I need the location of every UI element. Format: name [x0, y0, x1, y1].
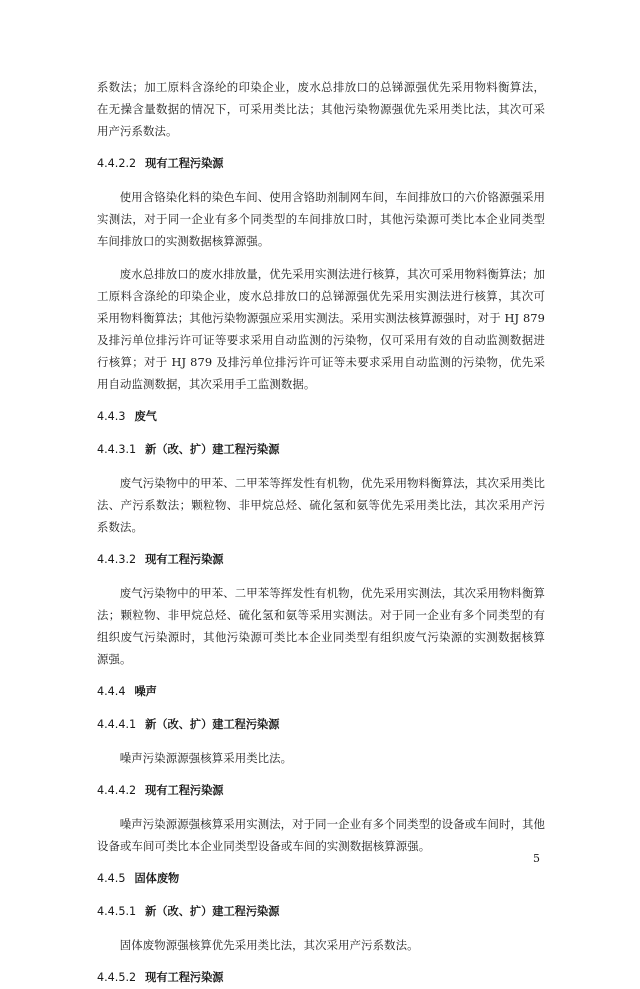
section-heading [97, 868, 545, 890]
section-number: 4.4.3 [97, 410, 126, 423]
block-spacer [97, 142, 545, 153]
body-paragraph: 噪声污染源源强核算采用实测法，对于同一企业有多个同类型的设备或车间时，其他设备或车间可类比本企业同类型设备或车间的实测数据核算源强。 [97, 817, 545, 853]
block-spacer [97, 956, 545, 967]
section-number: 4.4.5.1 [97, 905, 137, 918]
section-heading [97, 549, 545, 571]
section-heading [97, 714, 545, 736]
section-title: 新（改、扩）建工程污染源 [145, 718, 280, 731]
section-heading [97, 967, 545, 989]
block-spacer [97, 769, 545, 780]
block-spacer [97, 670, 545, 681]
section-heading [97, 901, 545, 923]
block-spacer [97, 890, 545, 901]
page-body [97, 76, 545, 989]
block-spacer [97, 395, 545, 406]
section-heading [97, 780, 545, 802]
block-spacer [97, 703, 545, 714]
section-number: 4.4.3.1 [97, 443, 137, 456]
page-number: 5 [533, 852, 540, 865]
block-spacer [97, 252, 545, 263]
section-number: 4.4.5.2 [97, 971, 137, 984]
section-number: 4.4.3.2 [97, 553, 137, 566]
section-title: 现有工程污染源 [145, 971, 224, 984]
section-title: 现有工程污染源 [145, 157, 224, 170]
block-spacer [97, 538, 545, 549]
section-number: 4.4.4 [97, 685, 126, 698]
section-title: 新（改、扩）建工程污染源 [145, 905, 280, 918]
section-heading [97, 681, 545, 703]
block-spacer [97, 802, 545, 813]
body-paragraph: 噪声污染源源强核算采用类比法。 [119, 751, 293, 765]
section-number: 4.4.4.1 [97, 718, 137, 731]
section-title: 废气 [134, 410, 157, 423]
body-paragraph: 系数法；加工原料含涤纶的印染企业，废水总排放口的总锑源强优先采用物料衡算法，在无操含量数据的情况下，可采用类比法；其他污染物源强优先采用类比法，其次可采用产污系数法。 [97, 80, 545, 138]
section-title: 噪声 [134, 685, 157, 698]
section-title: 现有工程污染源 [145, 553, 224, 566]
block-spacer [97, 923, 545, 934]
section-heading [97, 439, 545, 461]
block-spacer [97, 428, 545, 439]
block-spacer [97, 736, 545, 747]
section-number: 4.4.5 [97, 872, 126, 885]
body-paragraph: 使用含铬染化料的染色车间、使用含铬助剂制网车间，车间排放口的六价铬源强采用实测法，对于同一企业有多个同类型的车间排放口时，其他污染源可类比本企业同类型车间排放口的实测数据核算源强。 [97, 190, 545, 248]
block-spacer [97, 461, 545, 472]
body-paragraph: 废气污染物中的甲苯、二甲苯等挥发性有机物，优先采用物料衡算法，其次采用类比法、产污系数法；颗粒物、非甲烷总烃、硫化氢和氨等优先采用类比法，其次采用产污系数法。 [97, 476, 545, 534]
body-paragraph: 固体废物源强核算优先采用类比法，其次采用产污系数法。 [119, 938, 419, 952]
block-spacer [97, 857, 545, 868]
section-title: 固体废物 [134, 872, 180, 885]
section-number: 4.4.2.2 [97, 157, 137, 170]
body-paragraph: 废水总排放口的废水排放量，优先采用实测法进行核算，其次可采用物料衡算法；加工原料含涤纶的印染企业，废水总排放口的总锑源强优先采用实测法进行核算，其次可采用物料衡算法；其他污染物源强应采用实测法。采用实测法核算源强时，对于 HJ 879 及排污单位排污许可证等要求采用自动监测的污染物，仅可采用有效的自动监测数据进行核算；对于 HJ 879 及排污单位排污许可证等未要求采用自动监测的污染物，优先采用自动监测数据，其次采用手工监测数据。 [97, 267, 545, 391]
section-heading [97, 406, 545, 428]
section-number: 4.4.4.2 [97, 784, 137, 797]
body-paragraph: 废气污染物中的甲苯、二甲苯等挥发性有机物，优先采用实测法，其次采用物料衡算法；颗粒物、非甲烷总烃、硫化氢和氨等采用实测法。对于同一企业有多个同类型的有组织废气污染源时，其他污染源可类比本企业同类型有组织废气污染源的实测数据核算源强。 [97, 586, 545, 666]
section-heading [97, 153, 545, 175]
block-spacer [97, 571, 545, 582]
block-spacer [97, 175, 545, 186]
section-title: 现有工程污染源 [145, 784, 224, 797]
section-title: 新（改、扩）建工程污染源 [145, 443, 280, 456]
